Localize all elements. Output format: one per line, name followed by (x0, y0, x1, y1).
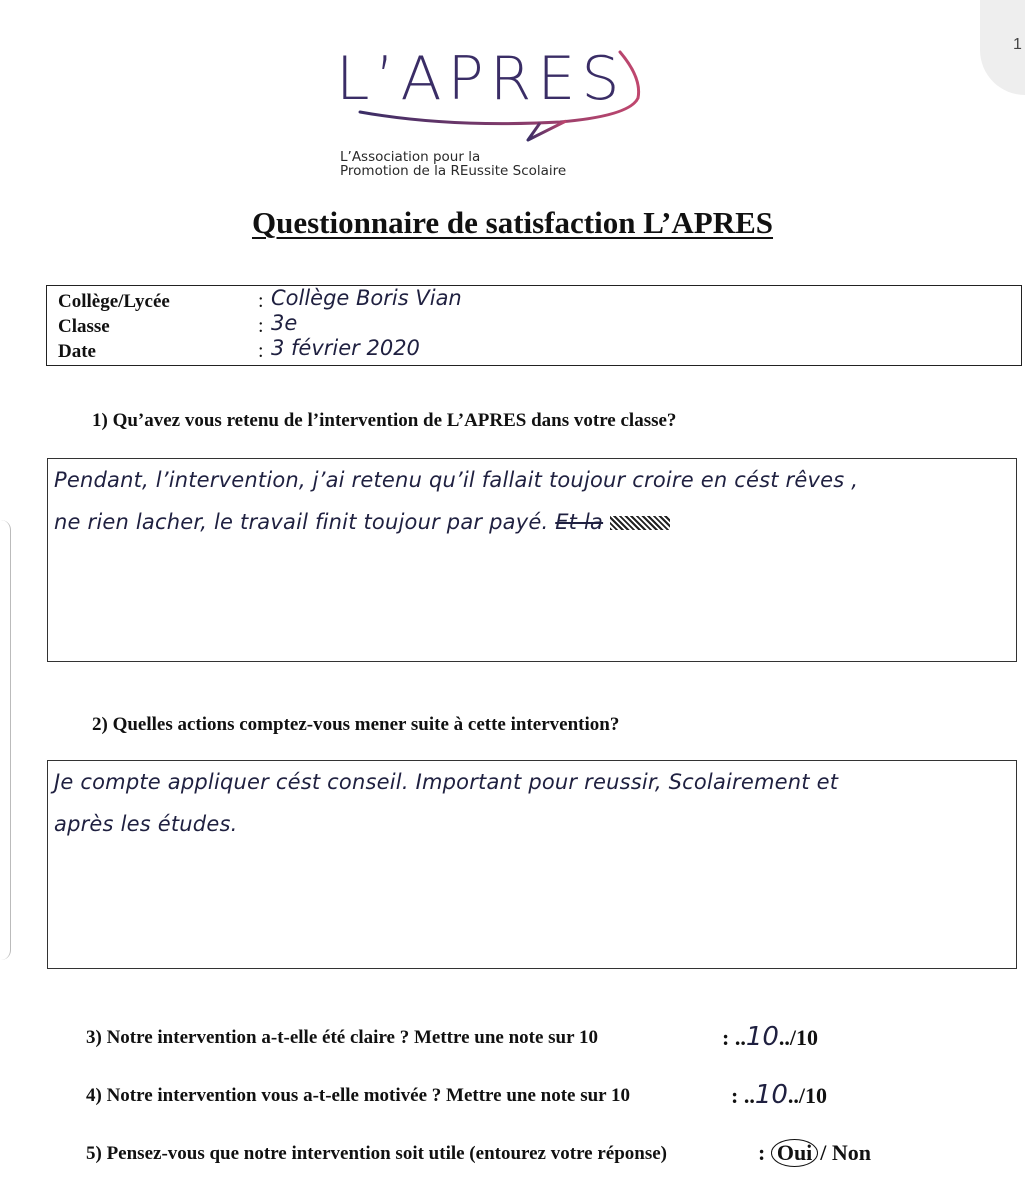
info-box (46, 285, 1022, 366)
question-1: 1) Qu’avez vous retenu de l’intervention de L’APRES dans votre classe? (92, 410, 677, 431)
rating-4-prefix: : .. (731, 1083, 755, 1108)
date-colon: : (258, 340, 264, 362)
answer-2-line1: Je compte appliquer cést conseil. Important pour reussir, Scolairement et (54, 770, 839, 794)
choice-separator: / (820, 1140, 827, 1165)
logo-tagline (340, 150, 566, 178)
answer-box-2[interactable] (47, 760, 1017, 969)
choice-no[interactable]: Non (831, 1140, 872, 1165)
question-4: 4) Notre intervention vous a-t-elle motivée ? Mettre une note sur 10 (86, 1085, 631, 1106)
answer-box-1[interactable] (47, 458, 1017, 662)
question-3: 3) Notre intervention a-t-elle été claire ? Mettre une note sur 10 (86, 1027, 598, 1048)
answer-1-strikethrough: Et la (555, 510, 604, 534)
choice-yes-circled[interactable]: Oui (771, 1139, 818, 1167)
page-number: 1 (1013, 36, 1022, 53)
answer-2-line2: après les études. (54, 812, 238, 836)
date-value: 3 février 2020 (271, 336, 420, 360)
rating-3-score: 10 (745, 1022, 779, 1052)
question-5: 5) Pensez-vous que notre intervention soit utile (entourez votre réponse) (86, 1143, 667, 1164)
scan-edge (0, 520, 11, 960)
answer-1-scribble (610, 516, 670, 530)
rating-3-prefix: : .. (722, 1025, 746, 1050)
class-value: 3e (271, 311, 298, 335)
rating-4-suffix: ../10 (787, 1083, 828, 1108)
answer-1-line1: Pendant, l’intervention, j’ai retenu qu’il fallait toujour croire en cést rêves , (54, 468, 859, 492)
rating-3[interactable] (722, 1022, 818, 1052)
rating-4-score: 10 (754, 1080, 788, 1110)
rating-4[interactable] (731, 1080, 827, 1110)
page-title-text: Questionnaire de satisfaction L’APRES (251, 205, 774, 240)
question-2: 2) Quelles actions comptez-vous mener suite à cette intervention? (92, 714, 620, 735)
logo-name: L’APRES (336, 44, 626, 114)
answer-1-line2 (54, 501, 1008, 543)
school-value: Collège Boris Vian (271, 286, 462, 310)
answer-2-text (54, 761, 1008, 845)
yes-no-choice (758, 1139, 871, 1167)
school-colon: : (258, 290, 264, 312)
school-label: Collège/Lycée (58, 291, 170, 312)
answer-1-text (54, 459, 1008, 543)
answer-1-line2-text: ne rien lacher, le travail finit toujour par payé. (54, 510, 549, 534)
tagline-line1: L’Association pour la (340, 149, 481, 165)
date-label: Date (58, 341, 96, 362)
choice-colon: : (758, 1140, 766, 1165)
page-title (0, 205, 1025, 241)
class-label: Classe (58, 316, 110, 337)
class-colon: : (258, 315, 264, 337)
tagline-line2: Promotion de la REussite Scolaire (340, 163, 567, 179)
rating-3-suffix: ../10 (778, 1025, 819, 1050)
